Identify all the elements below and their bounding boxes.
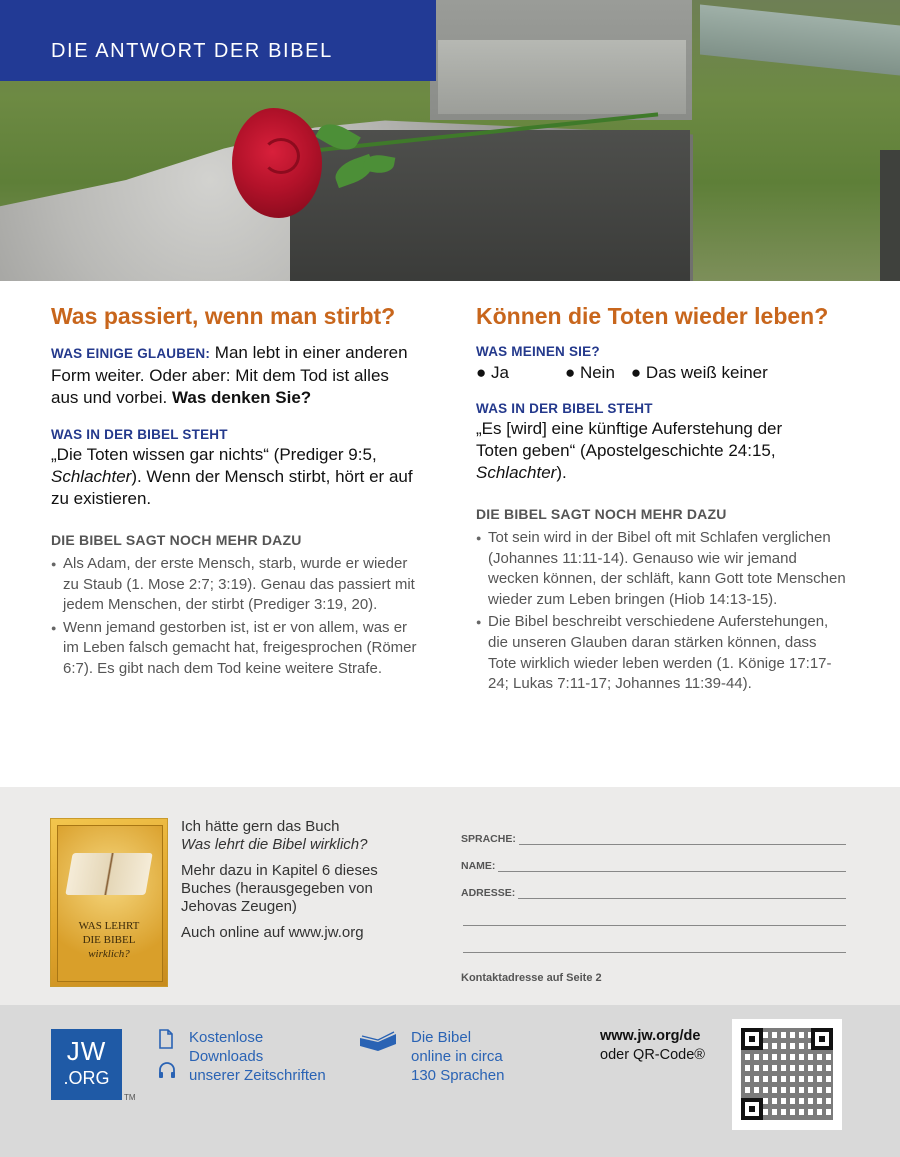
request-line: Ich hätte gern das Buch [181, 818, 340, 835]
address-line-2[interactable] [463, 899, 846, 926]
list-item: ● Als Adam, der erste Mensch, starb, wurde er wieder zu Staub (1. Mose 2:7; 3:19). Genau das passiert mit jedem Menschen, der stirbt (Prediger 3:19, 20). [51, 554, 421, 616]
left-column [51, 300, 421, 682]
right-heading: Können die Toten wieder leben? [476, 303, 829, 329]
address-field[interactable]: ADRESSE: [461, 872, 846, 899]
language-field[interactable]: SPRACHE: [461, 818, 846, 845]
opinion-label: WAS MEINEN SIE? [476, 344, 600, 359]
website-link[interactable]: www.jw.org/de oder QR-Code® [600, 1028, 705, 1063]
left-bible-label: WAS IN DER BIBEL STEHT [51, 427, 228, 442]
more-info: Mehr dazu in Kapitel 6 dieses Buches (herausgegeben von Jehovas Zeugen) [181, 862, 378, 915]
beliefs-question: Was denken Sie? [171, 388, 312, 407]
opinion-options [476, 363, 848, 383]
beliefs-text: Man lebt in einer anderen Form weiter. Oder aber: Mit dem Tod ist alles aus und vorbei. [51, 343, 408, 407]
open-book-image [65, 853, 152, 895]
option-yes: ● Ja [476, 363, 509, 382]
contact-form [461, 818, 846, 953]
left-more-label: DIE BIBEL SAGT NOCH MEHR DAZU [51, 532, 302, 548]
left-bible-text: „Die Toten wissen gar nichts“ (Prediger 9:5, Schlachter). Wenn der Mensch stirbt, hört er auf zu existieren. [51, 445, 413, 508]
headphones-icon [157, 1060, 177, 1080]
option-nobody-knows: ● Das weiß keiner [630, 363, 768, 382]
contact-note: Kontaktadresse auf Seite 2 [461, 972, 602, 984]
list-item: ● Die Bibel beschreibt verschiedene Auferstehungen, die unseren Glauben daran stärken können, dass Tote wirklich wieder leben werden (1. Könige 17:17-24; Lukas 7:11-17; Johannes 11:39-44). [476, 612, 848, 694]
name-field[interactable]: NAME: [461, 845, 846, 872]
online-note: Auch online auf www.jw.org [181, 924, 364, 941]
trademark: TM [124, 1093, 136, 1102]
list-item: ● Tot sein wird in der Bibel oft mit Schlafen verglichen (Johannes 11:11-14). Genauso wie wir jemand wecken können, der schläft, kann Gott tote Menschen wieder zum Leben bringen (Hiob 14:13-15). [476, 528, 848, 610]
left-bullet-list [51, 554, 421, 680]
right-bullet-list [476, 528, 848, 695]
right-column [476, 300, 848, 697]
right-more-label: DIE BIBEL SAGT NOCH MEHR DAZU [476, 506, 727, 522]
bible-online-link[interactable]: Die Bibel online in circa 130 Sprachen [411, 1029, 505, 1084]
jw-org-logo[interactable]: JW .ORG [51, 1029, 122, 1100]
address-line-3[interactable] [463, 926, 846, 953]
banner [0, 0, 436, 81]
left-heading: Was passiert, wenn man stirbt? [51, 303, 396, 329]
option-no: ● Nein [564, 363, 615, 382]
open-book-icon [358, 1030, 398, 1052]
order-text [181, 818, 421, 950]
beliefs-paragraph [51, 342, 421, 409]
right-bible-text: „Es [wird] eine künftige Auferstehung der Toten geben“ (Apostelgeschichte 24:15, Schlachter). [476, 419, 783, 482]
document-icon [158, 1029, 174, 1049]
beliefs-label: WAS EINIGE GLAUBEN: [51, 346, 211, 361]
book-cover: WAS LEHRT DIE BIBEL wirklich? [50, 818, 168, 987]
right-bible-label: WAS IN DER BIBEL STEHT [476, 401, 653, 416]
banner-title: DIE ANTWORT DER BIBEL [51, 40, 333, 62]
rose-image [232, 108, 322, 218]
request-book: Was lehrt die Bibel wirklich? [181, 836, 368, 853]
downloads-link[interactable]: Kostenlose Downloads unserer Zeitschriften [189, 1029, 326, 1084]
qr-code[interactable] [732, 1019, 842, 1130]
list-item: ● Wenn jemand gestorben ist, ist er von allem, was er im Leben falsch gemacht hat, freigesprochen (Römer 6:7). Es gibt nach dem Tod keine weitere Strafe. [51, 618, 421, 680]
